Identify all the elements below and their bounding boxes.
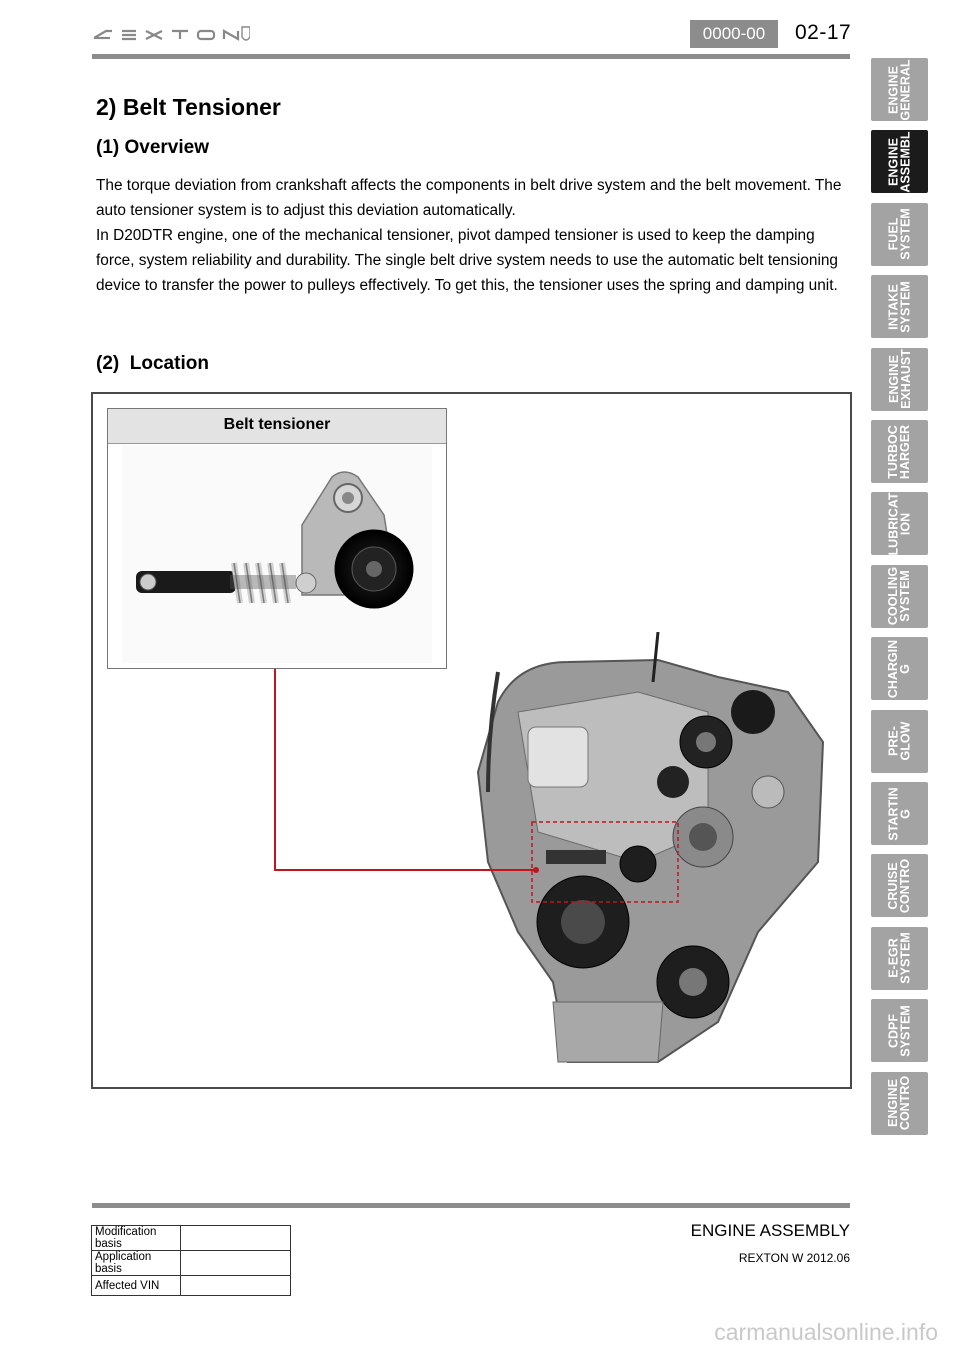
tab-pre-glow[interactable] [871, 710, 928, 773]
engine-photo [458, 632, 833, 1072]
tab-label: FUEL SYSTEM [886, 208, 913, 260]
tab-engine-contro[interactable] [871, 1072, 928, 1135]
modification-basis-value [181, 1226, 291, 1251]
table-row [92, 1226, 291, 1251]
tab-label: CHARGIN G [886, 639, 913, 698]
tab-engine-general[interactable] [871, 58, 928, 121]
footer-divider [92, 1203, 850, 1208]
application-basis-label: Application basis [92, 1251, 181, 1276]
modification-basis-label: Modification basis [92, 1226, 181, 1251]
section-title: 2) Belt Tensioner [96, 94, 281, 120]
header-divider [92, 54, 850, 59]
tab-label: LUBRICAT ION [886, 492, 913, 556]
tab-label: ENGINE GENERAL [886, 58, 913, 121]
rexton-logo-icon [92, 24, 250, 46]
tab-label: ENGINE ASSEMBL [886, 131, 913, 193]
revision-info-table [91, 1225, 291, 1296]
tab-turboc-harger[interactable] [871, 420, 928, 483]
tab-engine-assembl[interactable] [871, 130, 928, 193]
overview-text [96, 173, 846, 298]
table-row [92, 1276, 291, 1296]
tab-label: CDPF SYSTEM [886, 1004, 913, 1057]
tab-label: TURBOC HARGER [886, 424, 913, 479]
footer-section-name: ENGINE ASSEMBLY [690, 1221, 850, 1240]
belt-tensioner-photo [122, 445, 432, 663]
tab-cruise-contro[interactable] [871, 854, 928, 917]
footer-model-date: REXTON W 2012.06 [738, 1251, 850, 1265]
tab-label: ENGINE EXHAUST [886, 349, 913, 409]
tab-chargin-g[interactable] [871, 637, 928, 700]
tab-intake-system[interactable] [871, 275, 928, 338]
watermark: carmanualsonline.info [714, 1319, 938, 1345]
tab-lubricat-ion[interactable] [871, 492, 928, 555]
callout-title: Belt tensioner [108, 409, 446, 444]
tab-label: E-EGR SYSTEM [886, 932, 913, 984]
tab-label: CRUISE CONTRO [886, 858, 913, 913]
tab-label: STARTIN G [886, 786, 913, 841]
affected-vin-label: Affected VIN [92, 1276, 181, 1296]
tab-startin-g[interactable] [871, 782, 928, 845]
location-heading: (2) Location [96, 353, 209, 374]
tab-cooling-system[interactable] [871, 565, 928, 628]
page-number: 02-17 [795, 21, 852, 44]
overview-heading: (1) Overview [96, 137, 209, 158]
tab-fuel-system[interactable] [871, 203, 928, 266]
tab-engine-exhaust[interactable] [871, 348, 928, 411]
tab-label: INTAKE SYSTEM [886, 280, 913, 333]
tab-label: PRE- GLOW [886, 721, 913, 761]
tab-label: COOLING SYSTEM [886, 567, 913, 626]
overview-paragraph: The torque deviation from crankshaft affects the components in belt drive system and the belt movement. The auto tensioner system is to adjust this deviation automatically. [96, 177, 842, 219]
tab-label: ENGINE CONTRO [886, 1076, 913, 1131]
tab-e-egr-system[interactable] [871, 927, 928, 990]
table-row [92, 1251, 291, 1276]
tab-cdpf-system[interactable] [871, 999, 928, 1062]
overview-paragraph: In D20DTR engine, one of the mechanical tensioner, pivot damped tensioner is used to keep the damping force, system reliability and durability. The single belt drive system needs to use the automatic belt tensioning device to transfer the power to pulleys effectively. To get this, the tensioner uses the spring and damping unit. [96, 227, 838, 294]
application-basis-value [181, 1251, 291, 1276]
document-code-badge: 0000-00 [690, 20, 778, 48]
affected-vin-value [181, 1276, 291, 1296]
belt-tensioner-callout [107, 408, 447, 669]
